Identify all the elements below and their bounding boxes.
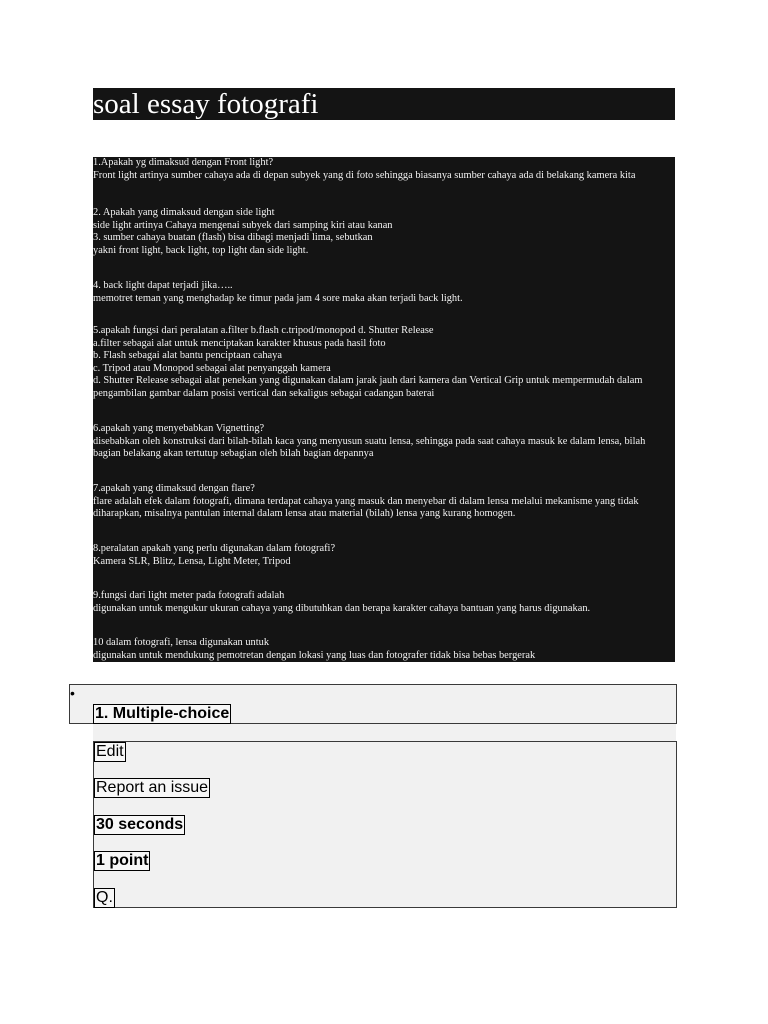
page-title: soal essay fotografi — [93, 88, 675, 120]
question-10 — [93, 637, 673, 662]
answer-text: yakni front light, back light, top light dan side light. — [93, 244, 309, 256]
points-badge: 1 point — [96, 852, 149, 869]
question-7 — [93, 483, 673, 521]
answer-text: Kamera SLR, Blitz, Lensa, Light Meter, Tripod — [93, 555, 291, 567]
answer-text: digunakan untuk mengukur ukuran cahaya yang dibutuhkan dan berapa karakter cahaya bantuan yang harus digunakan. — [93, 602, 591, 614]
time-limit-badge: 30 seconds — [96, 816, 184, 833]
answer-text: b. Flash sebagai alat bantu penciptaan cahaya — [93, 350, 282, 362]
question-1 — [93, 157, 673, 182]
question-5 — [93, 325, 673, 401]
question-text: 3. sumber cahaya buatan (flash) bisa dibagi menjadi lima, sebutkan — [93, 232, 373, 243]
report-issue-button[interactable]: Report an issue — [96, 779, 209, 796]
question-text: 2. Apakah yang dimaksud dengan side light — [93, 207, 275, 218]
question-text: 9.fungsi dari light meter pada fotografi adalah — [93, 590, 285, 601]
quiz-question-header — [69, 684, 677, 724]
question-8 — [93, 543, 673, 568]
answer-text: memotret teman yang menghadap ke timur pada jam 4 sore maka akan terjadi back light. — [93, 292, 463, 304]
answer-text: Front light artinya sumber cahaya ada di depan subyek yang di foto sehingga biasanya sumber cahaya ada di belakang kamera kita — [93, 169, 636, 181]
answer-text: d. Shutter Release sebagai alat penekan yang digunakan dalam jarak jauh dari kamera dan Vertical Grip untuk mempermudah dalam pengambilan gambar dalam posisi vertical dan sekaligus sebagai cadangan baterai — [93, 375, 643, 399]
question-text: 8.peralatan apakah yang perlu digunakan dalam fotografi? — [93, 543, 336, 554]
quiz-question-panel — [93, 741, 677, 908]
question-2 — [93, 207, 673, 232]
section-divider — [93, 724, 676, 741]
question-text: 5.apakah fungsi dari peralatan a.filter b.flash c.tripod/monopod d. Shutter Release — [93, 325, 434, 336]
question-text: 1.Apakah yg dimaksud dengan Front light? — [93, 157, 274, 168]
answer-text: side light artinya Cahaya mengenai subyek dari samping kiri atau kanan — [93, 219, 393, 231]
question-4 — [93, 280, 673, 305]
question-text: 7.apakah yang dimaksud dengan flare? — [93, 483, 255, 494]
answer-text: flare adalah efek dalam fotografi, dimana terdapat cahaya yang masuk dan menyebar di dalam lensa melalui mekanisme yang tidak diharapkan, misalnya pantulan internal dalam lensa atau material (bilah) lensa yang kurang homogen. — [93, 495, 639, 520]
answer-text: a.filter sebagai alat untuk menciptakan karakter khusus pada hasil foto — [93, 337, 386, 349]
answer-text: digunakan untuk mendukung pemotretan dengan lokasi yang luas dan fotografer tidak bisa bebas bergerak — [93, 649, 536, 661]
question-type-heading: 1. Multiple-choice — [95, 705, 230, 722]
question-text: 4. back light dapat terjadi jika….. — [93, 280, 233, 291]
question-text: 6.apakah yang menyebabkan Vignetting? — [93, 423, 265, 434]
question-label: Q. — [96, 889, 113, 906]
question-6 — [93, 423, 673, 461]
question-9 — [93, 590, 673, 615]
essay-content — [93, 157, 675, 662]
answer-text: disebabkan oleh konstruksi dari bilah-bilah kaca yang menyusun suatu lensa, sehingga pada saat cahaya masuk ke dalam lensa, bilah bagian belakang akan tertutup sebagian oleh bilah bagian depannya — [93, 435, 646, 460]
question-text: 10 dalam fotografi, lensa digunakan untuk — [93, 637, 270, 648]
question-3 — [93, 232, 673, 257]
edit-button[interactable]: Edit — [96, 743, 124, 760]
answer-text: c. Tripod atau Monopod sebagai alat penyanggah kamera — [93, 362, 331, 374]
list-bullet: • — [70, 685, 75, 701]
